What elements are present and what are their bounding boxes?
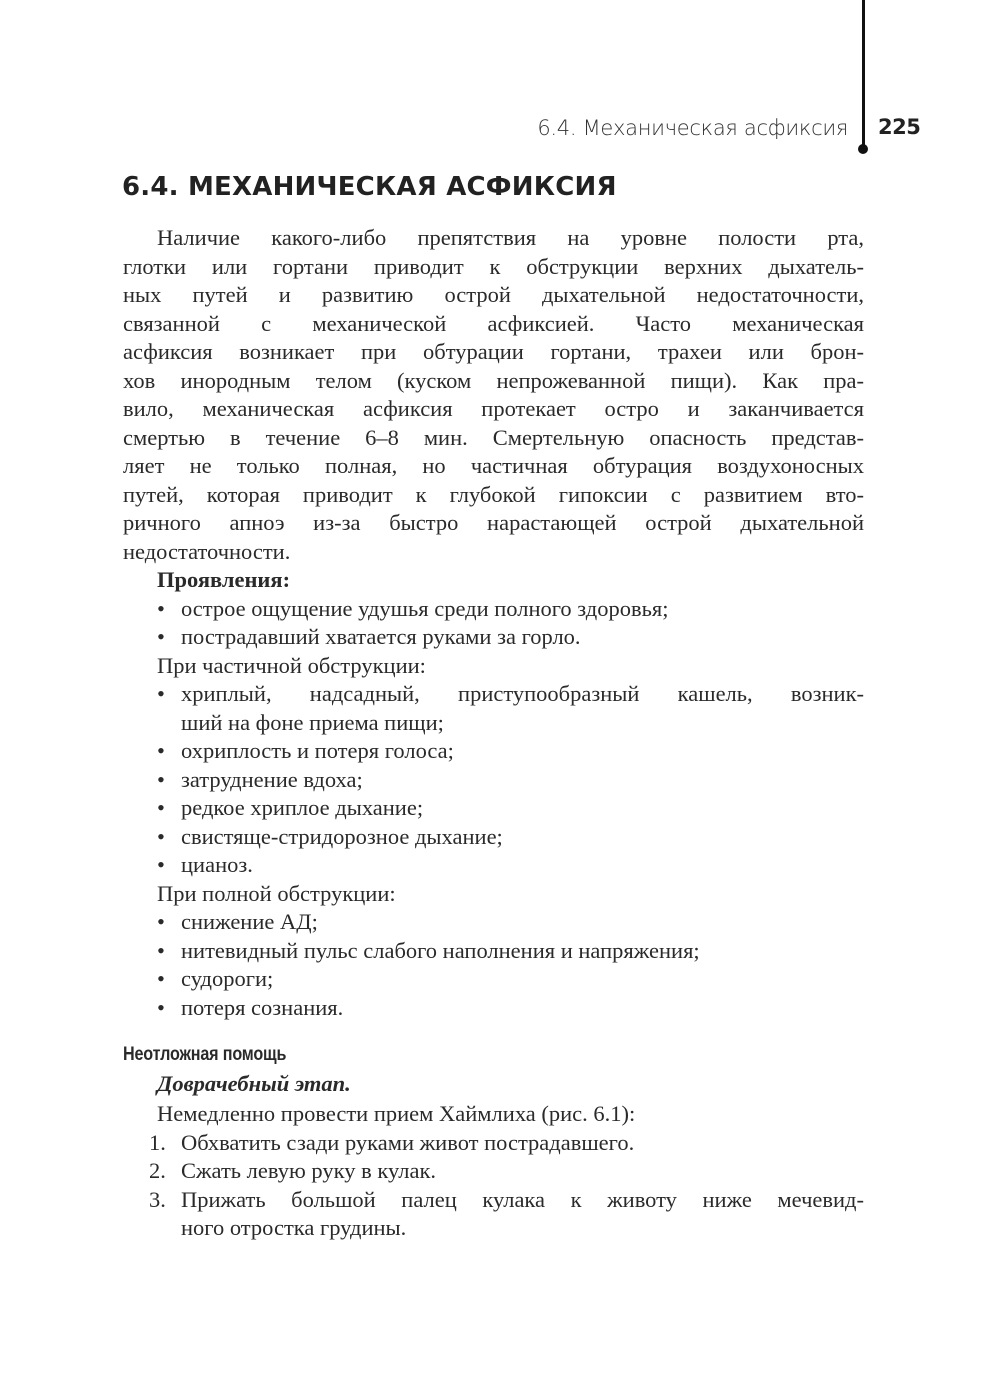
page-number: 225: [878, 115, 921, 139]
list-item: [123, 595, 864, 624]
step-text: Обхватить сзади руками живот пострадавшего.: [181, 1129, 635, 1155]
list-item-text: потеря сознания.: [181, 994, 344, 1020]
text-line: связанной с механической асфиксией. Часто механическая: [123, 310, 864, 336]
text-line: асфиксия возникает при обтурации гортани, трахеи или брон-: [123, 339, 864, 364]
bullet: •: [157, 766, 165, 792]
bullet: •: [157, 852, 165, 877]
bullet: •: [157, 738, 165, 763]
intro-paragraph: [123, 224, 864, 566]
list-item: [123, 965, 864, 994]
step-continuation: ного отростка грудины.: [181, 1215, 407, 1240]
list-item-text: затруднение вдоха;: [181, 766, 363, 792]
bullet: •: [157, 937, 165, 963]
section-title: 6.4. МЕХАНИЧЕСКАЯ АСФИКСИЯ: [122, 172, 617, 202]
step-number: 3.: [149, 1186, 166, 1212]
list-item: [123, 794, 864, 823]
list-item: [123, 737, 864, 766]
step-item: [123, 1129, 864, 1158]
lead-text: Немедленно провести прием Хаймлиха (рис. 6.1):: [157, 1101, 636, 1126]
list-item: [123, 823, 864, 852]
list-item-text: охриплость и потеря голоса;: [181, 738, 454, 763]
list-item-text: пострадавший хватается руками за горло.: [181, 624, 581, 649]
list-item: [123, 766, 864, 795]
emergency-heading: Неотложная помощь: [123, 1044, 287, 1065]
list-item-text: нитевидный пульс слабого наполнения и напряжения;: [181, 937, 700, 963]
list-item-text: судороги;: [181, 966, 274, 991]
list-item-text: снижение АД;: [181, 909, 318, 934]
page-body: [123, 224, 864, 1243]
list-item-continuation: ший на фоне приема пищи;: [181, 709, 444, 735]
step-text: Прижать большой палец кулака к животу ниже мечевид-: [181, 1186, 864, 1212]
list-item-text: редкое хриплое дыхание;: [181, 795, 424, 820]
list-item: [123, 623, 864, 652]
text-line: путей, которая приводит к глубокой гипоксии с развитием вто-: [123, 481, 864, 507]
text-line: глотки или гортани приводит к обструкции верхних дыхатель-: [123, 253, 864, 279]
bullet: •: [157, 595, 165, 621]
text-line: хов инородным телом (куском непрожеванной пищи). Как пра-: [123, 367, 864, 393]
header-rule: [862, 0, 865, 148]
bullet: •: [157, 795, 165, 820]
list-item-text: свистяще-стридорозное дыхание;: [181, 823, 503, 849]
list-item-text: хриплый, надсадный, приступообразный кашель, возник-: [181, 681, 864, 706]
bullet: •: [157, 909, 165, 934]
running-title: 6.4. Механическая асфиксия: [537, 116, 848, 140]
list-item: [123, 908, 864, 937]
header-rule-dot: [858, 144, 868, 154]
stage-heading: Доврачебный этап.: [157, 1071, 351, 1096]
text-line: ных путей и развитию острой дыхательной недостаточности,: [123, 282, 864, 307]
step-number: 1.: [149, 1129, 166, 1155]
list-item-text: цианоз.: [181, 852, 253, 877]
list-item: [123, 851, 864, 880]
text-line: смертью в течение 6–8 мин. Смертельную опасность представ-: [123, 424, 864, 450]
bullet: •: [157, 966, 165, 991]
step-item: [123, 1186, 864, 1215]
step-text: Сжать левую руку в кулак.: [181, 1158, 437, 1183]
bullet: •: [157, 624, 165, 649]
partial-obstruction-heading: При частичной обструкции:: [157, 652, 426, 678]
manifestations-heading: Проявления:: [157, 567, 291, 592]
text-line: недостаточности.: [123, 538, 291, 564]
text-line: ричного апноэ из-за быстро нарастающей острой дыхательной: [123, 510, 864, 535]
list-item: [123, 994, 864, 1023]
list-item-text: острое ощущение удушья среди полного здоровья;: [181, 595, 669, 621]
bullet: •: [157, 681, 165, 706]
list-item: [123, 937, 864, 966]
step-item: [123, 1157, 864, 1186]
text-line: Наличие какого-либо препятствия на уровне полости рта,: [157, 225, 864, 250]
list-item: [123, 680, 864, 709]
bullet: •: [157, 823, 165, 849]
bullet: •: [157, 994, 165, 1020]
text-line: ляет не только полная, но частичная обтурация воздухоносных: [123, 453, 864, 478]
full-obstruction-heading: При полной обструкции:: [157, 880, 396, 906]
step-number: 2.: [149, 1158, 166, 1183]
text-line: вило, механическая асфиксия протекает остро и заканчивается: [123, 396, 864, 421]
